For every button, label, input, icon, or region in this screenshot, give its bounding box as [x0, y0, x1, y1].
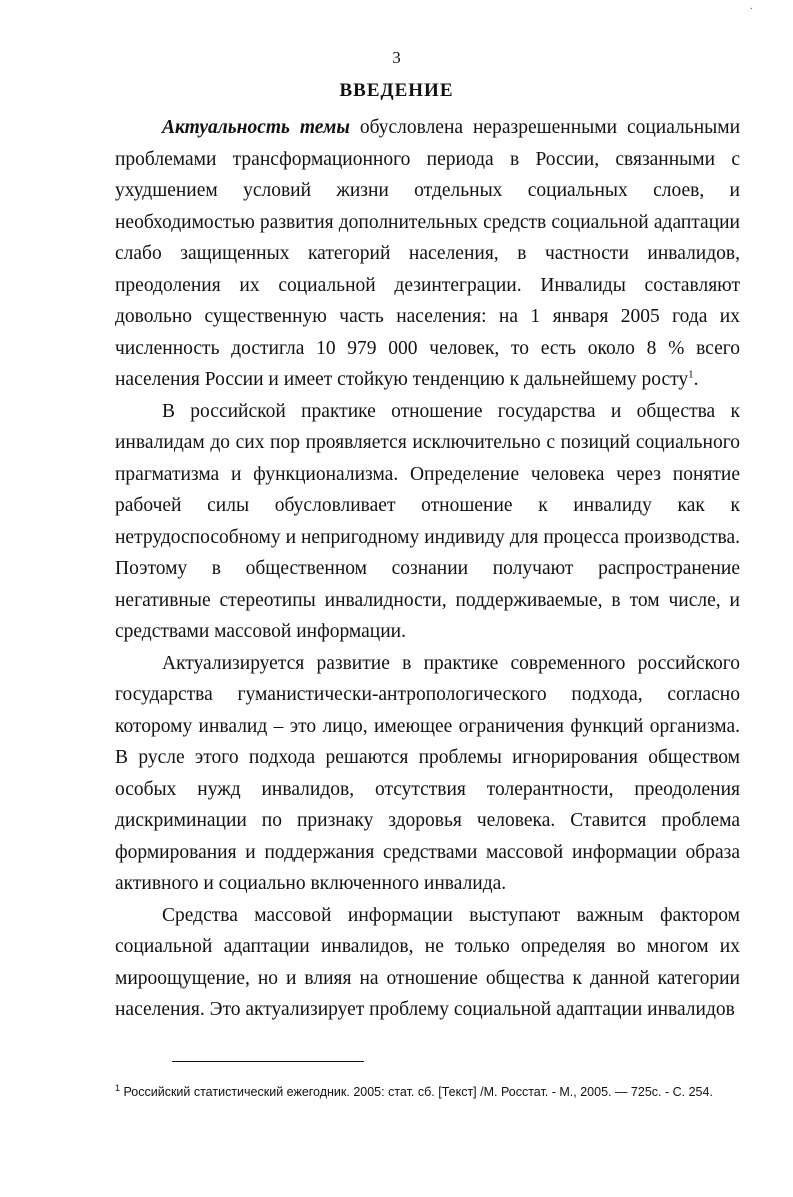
footnote-text: Российский статистический ежегодник. 2005: стат. сб. [Текст] /М. Росстат. - М., 2005. — 725с. - С. 254. [120, 1085, 713, 1099]
paragraph-lead: Актуальность темы [162, 117, 350, 138]
paragraph-end: . [693, 369, 699, 390]
paragraph-relevance [115, 112, 740, 396]
footnote-marker: 1 [115, 1082, 121, 1093]
section-heading: ВВЕДЕНИЕ [339, 80, 454, 101]
paragraph-humanistic-approach: Актуализируется развитие в практике современного российского государства гуманистически-антропологического подхода, согласно которому инвалид – это лицо, имеющее ограничения функций организма. В русле этого подхода решаются проблемы игнорирования обществом особых нужд инвалидов, отсутствия толерантности, преодоления дискриминации по признаку здоровья человека. Ставится проблема формирования и поддержания средствами массовой информации образа активного и социально включенного инвалида. [115, 652, 740, 894]
footnote-reference[interactable]: 1 [688, 368, 694, 381]
paragraph-text: обусловлена неразрешенными социальными проблемами трансформационного периода в России, связанными с ухудшением условий жизни отдельных социальных слоев, и необходимостью развития дополнительных средств социальной адаптации слабо защищенных категорий населения, в частности инвалидов, преодоления их социальной дезинтеграции. Инвалиды составляют довольно существенную часть населения: на 1 января 2005 года их численность достигла 10 979 000 человек, то есть около 8 % всего населения России и имеет стойкую тенденцию к дальнейшему росту [115, 117, 741, 390]
paragraph-russian-practice: В российской практике отношение государства и общества к инвалидам до сих пор проявляется исключительно с позиций социального прагматизма и функционализма. Определение человека через понятие рабочей силы обусловливает отношение к инвалиду как к нетрудоспособному и непригодному индивиду для процесса производства. Поэтому в общественном сознании получают распространение негативные стереотипы инвалидности, поддерживаемые, в том числе, и средствами массовой информации. [115, 400, 740, 642]
paragraph-mass-media: Средства массовой информации выступают важным фактором социальной адаптации инвалидов, не только определяя во многом их мироощущение, но и влияя на отношение общества к данной категории населения. Это актуализирует проблему социальной адаптации инвалидов [115, 904, 740, 1020]
footnote [115, 1084, 755, 1100]
corner-mark: · [749, 4, 753, 15]
page-number: 3 [392, 48, 401, 67]
body-text [115, 112, 740, 1026]
footnote-divider [172, 1061, 364, 1062]
